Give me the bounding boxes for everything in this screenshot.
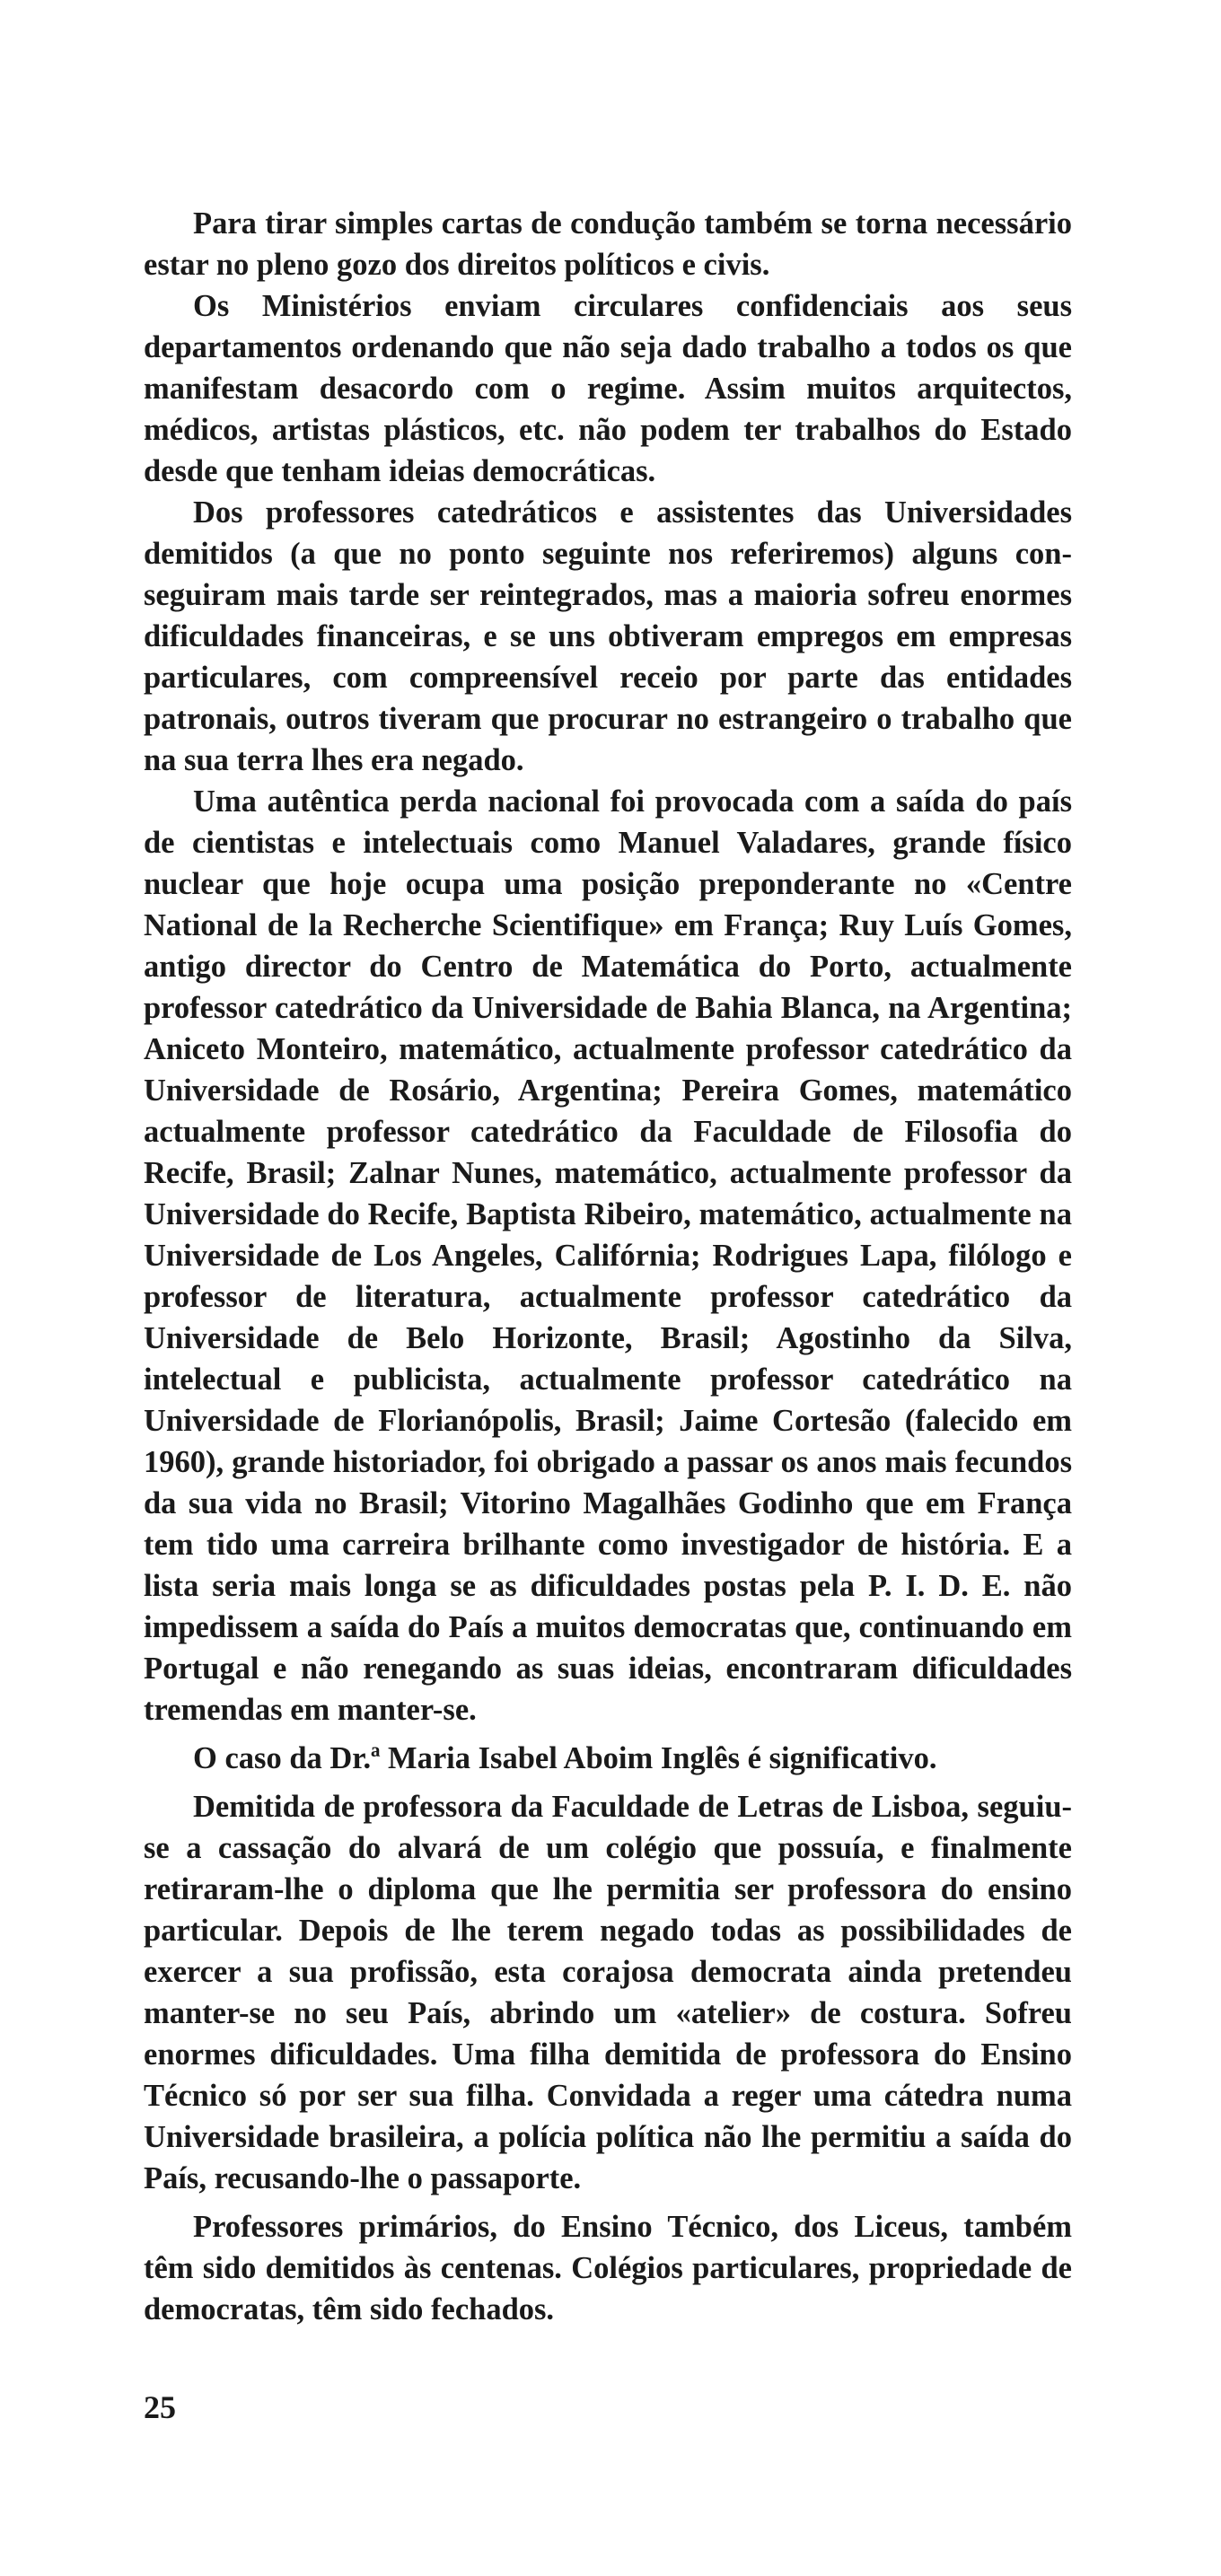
paragraph-dismissed-lecturer: Demitida de professora da Faculdade de Letras de Lisboa, seguiu-se a cassação do alvará de um colégio que possuía, e finalmente retiraram-lhe o diploma que lhe permitia ser professora do ensino particular. Depois de lhe terem negado todas as possibilidades de exercer a sua profissão, esta corajosa democrata ainda pretendeu manter-se no seu País, abrindo um «atelier» de costura. Sofreu enormes dificuldades. Uma filha demitida de professora do Ensino Técnico só por ser sua filha. Convidada a reger uma cátedra numa Universidade brasileira, a polícia política não lhe permitiu a saída do País, recusando-lhe o passaporte. (144, 1790, 1072, 2195)
paragraph-driving-licences: Para tirar simples cartas de condução também se torna necessário estar no pleno gozo dos direitos políticos e civis. (144, 206, 1072, 282)
paragraph-national-loss: Uma autêntica perda nacional foi provocada com a saída do país de cientistas e intelectuais como Manuel Valadares, grande físico nuclear que hoje ocupa uma posição preponderante no «Centre National de la Recherche Scientifique» em França; Ruy Luís Gomes, antigo director do Centro de Matemática do Porto, actualmente professor catedrático da Universidade de Bahia Blanca, na Argentina; Aniceto Monteiro, matemático, actualmente professor catedrático da Universidade de Rosário, Argentina; Pereira Gomes, matemático actualmente professor catedrático da Faculdade de Filosofia do Recife, Brasil; Zalnar Nunes, matemático, actualmente professor da Universidade do Recife, Baptista Ribeiro, matemático, actualmente na Universidade de Los Angeles, Califórnia; Rodrigues Lapa, filólogo e professor de literatura, actualmente professor catedrático da Universidade de Belo Horizonte, Brasil; Agostinho da Silva, intelectual e publicista, actualmente professor catedrático na Universidade de Florianópolis, Brasil; Jaime Cortesão (falecido em 1960), grande historiador, foi obrigado a passar os anos mais fecundos da sua vida no Brasil; Vitorino Magalhães Godinho que em França tem tido uma carreira brilhante como investigador de história. E a lista seria mais longa se as dificuldades postas pela P. I. D. E. não impedissem a saída do País a muitos democratas que, continuando em Portugal e não renegando as suas ideias, encontraram dificuldades tremendas em manter-se. (144, 784, 1072, 1727)
paragraph-case-aboim-ingles: O caso da Dr.ª Maria Isabel Aboim Inglês é significativo. (193, 1741, 937, 1775)
page-body (144, 203, 1072, 2330)
paragraph-dismissed-professors: Dos professores catedráticos e assistentes das Universidades demitidos (a que no ponto seguinte nos referiremos) alguns conseguiram mais tarde ser reintegrados, mas a maioria sofreu enormes dificuldades financeiras, e se uns obtiveram empregos em empresas particulares, com compreensível receio por parte das entidades patronais, outros tiveram que procurar no estrangeiro o trabalho que na sua terra lhes era negado. (144, 495, 1072, 777)
paragraph-ministries: Os Ministérios enviam circulares confidenciais aos seus departamentos ordenando que não seja dado trabalho a todos os que manifestam desacordo com o regime. Assim muitos arquitectos, médicos, artistas plásticos, etc. não podem ter trabalhos do Estado desde que tenham ideias democráticas. (144, 289, 1072, 488)
paragraph-primary-teachers: Professores primários, do Ensino Técnico, dos Liceus, também têm sido demitidos às centenas. Colégios particulares, propriedade de democratas, têm sido fechados. (144, 2210, 1072, 2326)
page-number: 25 (144, 2389, 176, 2425)
